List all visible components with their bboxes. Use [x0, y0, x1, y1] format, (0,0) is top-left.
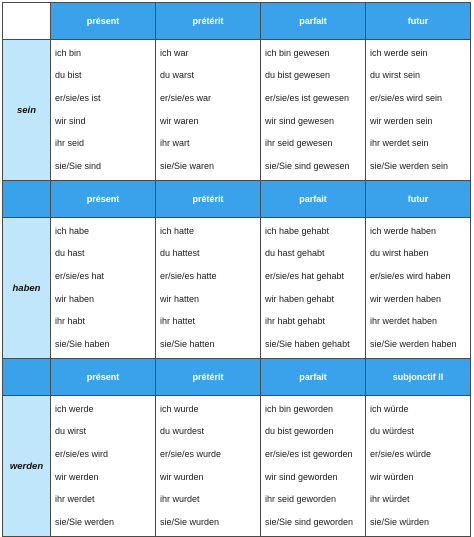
tense-header: présent: [51, 3, 156, 40]
conjugated-form: wir waren: [160, 115, 199, 126]
tense-header: parfait: [261, 181, 366, 218]
forms-cell: [366, 40, 471, 181]
conjugated-form: ich bin geworden: [265, 403, 334, 414]
forms-row-werden: [3, 396, 471, 537]
conjugated-form: er/sie/es hat: [55, 271, 105, 282]
conjugated-form: wir werden: [55, 471, 99, 482]
conjugated-form: sie/Sie werden: [55, 517, 115, 528]
conjugated-form: du bist gewesen: [265, 70, 331, 81]
forms-cell: [156, 396, 261, 537]
conjugation-table: [2, 2, 471, 537]
tense-header: parfait: [261, 3, 366, 40]
forms-cell: [156, 40, 261, 181]
conjugated-form: er/sie/es würde: [370, 449, 432, 460]
conjugated-form: er/sie/es ist: [55, 93, 101, 104]
forms-cell: [366, 218, 471, 359]
conjugated-form: wir würden: [370, 471, 414, 482]
conjugated-form: ihr seid: [55, 138, 85, 149]
conjugated-form: du bist geworden: [265, 426, 334, 437]
conjugated-form: ich wurde: [160, 403, 199, 414]
tense-header: futur: [366, 181, 471, 218]
tense-header: parfait: [261, 359, 366, 396]
conjugated-form: ihr habt gehabt: [265, 316, 326, 327]
conjugated-form: wir sind gewesen: [265, 115, 335, 126]
forms-cell: [261, 218, 366, 359]
conjugated-form: ihr seid geworden: [265, 494, 337, 505]
conjugated-form: ich hatte: [160, 225, 195, 236]
conjugated-form: wir hatten: [160, 293, 200, 304]
conjugated-form: sie/Sie werden haben: [370, 339, 457, 350]
tense-header: présent: [51, 181, 156, 218]
conjugated-form: sie/Sie waren: [160, 161, 215, 172]
conjugated-form: er/sie/es hat gehabt: [265, 271, 345, 282]
conjugated-form: ich bin: [55, 47, 82, 58]
header-row-haben: [3, 181, 471, 218]
conjugated-form: du wirst haben: [370, 248, 429, 259]
conjugated-form: ihr wart: [160, 138, 190, 149]
forms-cell: [156, 218, 261, 359]
conjugated-form: wir haben: [55, 293, 95, 304]
conjugated-form: ihr hattet: [160, 316, 196, 327]
conjugated-form: sie/Sie werden sein: [370, 161, 449, 172]
conjugated-form: ich bin gewesen: [265, 47, 330, 58]
conjugated-form: sie/Sie hatten: [160, 339, 215, 350]
conjugated-form: du hast gehabt: [265, 248, 325, 259]
conjugated-form: ihr seid gewesen: [265, 138, 333, 149]
conjugated-form: ihr würdet: [370, 494, 410, 505]
conjugated-form: wir werden haben: [370, 293, 442, 304]
conjugated-form: du hattest: [160, 248, 200, 259]
header-spacer-cell: [3, 359, 51, 396]
conjugated-form: er/sie/es war: [160, 93, 212, 104]
conjugated-form: ich werde haben: [370, 225, 437, 236]
conjugated-form: er/sie/es wurde: [160, 449, 222, 460]
conjugated-form: ich habe: [55, 225, 90, 236]
conjugated-form: er/sie/es ist gewesen: [265, 93, 350, 104]
conjugated-form: du bist: [55, 70, 82, 81]
conjugated-form: ich werde sein: [370, 47, 428, 58]
conjugated-form: sie/Sie haben gehabt: [265, 339, 350, 350]
conjugated-form: sie/Sie sind: [55, 161, 102, 172]
forms-cell: [51, 396, 156, 537]
conjugated-form: wir werden sein: [370, 115, 433, 126]
conjugated-form: ich würde: [370, 403, 409, 414]
forms-cell: [51, 218, 156, 359]
conjugated-form: du würdest: [370, 426, 415, 437]
tense-header: subjonctif II: [366, 359, 471, 396]
conjugation-table-wrapper: [2, 2, 471, 537]
conjugated-form: wir wurden: [160, 471, 204, 482]
conjugated-form: ihr werdet sein: [370, 138, 429, 149]
conjugated-form: sie/Sie sind gewesen: [265, 161, 350, 172]
forms-cell: [366, 396, 471, 537]
conjugated-form: er/sie/es ist geworden: [265, 449, 353, 460]
forms-row-sein: [3, 40, 471, 181]
conjugated-form: er/sie/es wird haben: [370, 271, 451, 282]
verb-label-werden: werden: [3, 396, 51, 537]
conjugated-form: du hast: [55, 248, 85, 259]
conjugated-form: ich war: [160, 47, 189, 58]
conjugated-form: du wirst: [55, 426, 87, 437]
verb-label-sein: sein: [3, 40, 51, 181]
verb-label-haben: haben: [3, 218, 51, 359]
conjugated-form: du wurdest: [160, 426, 205, 437]
conjugated-form: er/sie/es wird sein: [370, 93, 443, 104]
forms-row-haben: [3, 218, 471, 359]
conjugated-form: sie/Sie sind geworden: [265, 517, 354, 528]
tense-header: prétérit: [156, 181, 261, 218]
conjugated-form: sie/Sie würden: [370, 517, 430, 528]
tense-header: prétérit: [156, 3, 261, 40]
conjugated-form: ihr habt: [55, 316, 86, 327]
conjugated-form: sie/Sie wurden: [160, 517, 220, 528]
corner-cell: [3, 3, 51, 40]
conjugated-form: er/sie/es hatte: [160, 271, 217, 282]
tense-header: futur: [366, 3, 471, 40]
header-spacer-cell: [3, 181, 51, 218]
tense-header: présent: [51, 359, 156, 396]
conjugated-form: ich werde: [55, 403, 94, 414]
conjugated-form: du wirst sein: [370, 70, 421, 81]
header-row-werden: [3, 359, 471, 396]
conjugated-form: wir haben gehabt: [265, 293, 335, 304]
conjugated-form: ihr wurdet: [160, 494, 200, 505]
forms-cell: [261, 40, 366, 181]
conjugated-form: wir sind geworden: [265, 471, 338, 482]
conjugated-form: er/sie/es wird: [55, 449, 109, 460]
conjugated-form: ihr werdet: [55, 494, 95, 505]
conjugated-form: wir sind: [55, 115, 86, 126]
conjugated-form: ich habe gehabt: [265, 225, 330, 236]
conjugated-form: ihr werdet haben: [370, 316, 438, 327]
conjugated-form: du warst: [160, 70, 195, 81]
forms-cell: [51, 40, 156, 181]
tense-header: prétérit: [156, 359, 261, 396]
forms-cell: [261, 396, 366, 537]
header-row-sein: [3, 3, 471, 40]
conjugated-form: sie/Sie haben: [55, 339, 110, 350]
